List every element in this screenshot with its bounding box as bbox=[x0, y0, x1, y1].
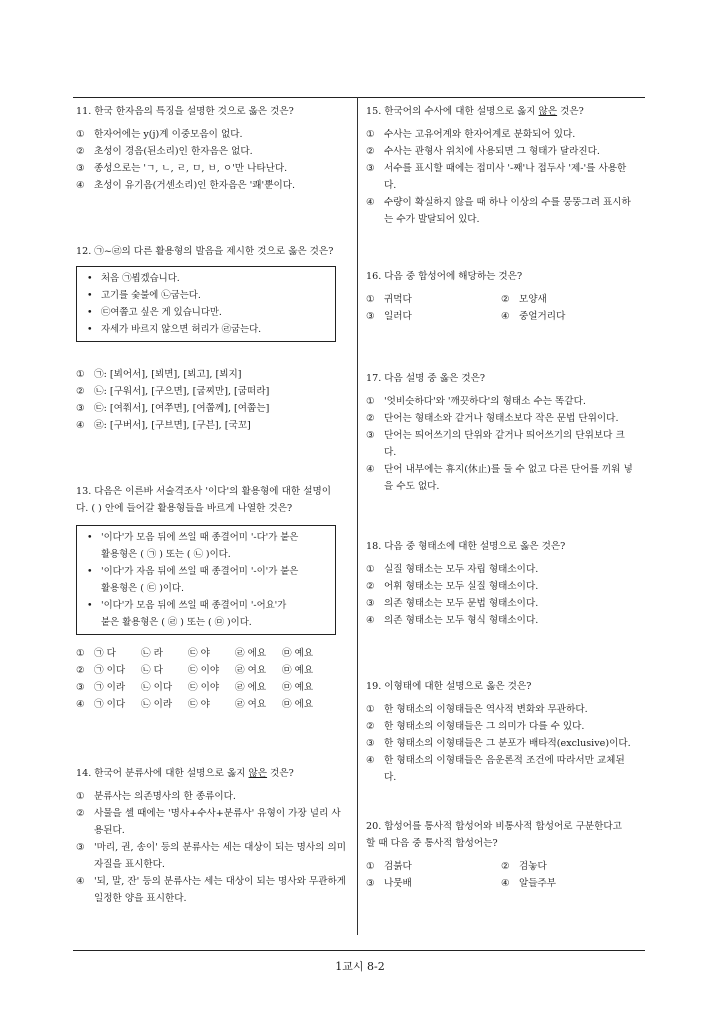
option-2[interactable]: ② 수사는 관형사 위치에 사용되면 그 형태가 달라진다. bbox=[366, 146, 600, 157]
option-4[interactable]: ④ 알들주부 bbox=[501, 878, 557, 889]
option-2[interactable]: ② ㉠ 이다 ㉡ 다 ㉢ 이야 ㉣ 여요 ㉤ 예요 bbox=[76, 665, 314, 676]
top-rule bbox=[73, 97, 645, 98]
option-2[interactable]: ② 검놓다 bbox=[501, 861, 547, 872]
example-box: • 처음 ㉠뵙겠습니다. • 고기를 숯불에 ㉡굽는다. • ㉢여쭙고 싶은 게 있습니다만. • 자세가 바르지 않으면 허리가 ㉣굽는다. bbox=[76, 266, 336, 342]
column-divider bbox=[357, 97, 358, 935]
option-1[interactable]: ① 한자어에는 y(j)계 이중모음이 없다. bbox=[76, 129, 243, 140]
option-3[interactable]: ③ 의존 형태소는 모두 문법 형태소이다. bbox=[366, 598, 539, 609]
option-3[interactable]: ③ 서수를 표시할 때에는 접미사 '-째'나 접두사 '제-'를 사용한다. bbox=[366, 163, 627, 191]
question-19: 19. 이형태에 대한 설명으로 옳은 것은? ① 한 형태소의 이형태들은 역사적 변화와 무관하다. ② 한 형태소의 이형태들은 그 의미가 다를 수 있다. ③ 한 형태소의 이형태들은 그 분포가 배타적(exclusive)이다. ④ 한 형태소의 이형태들은 음운론적 조건에 따라서만 교체된다. bbox=[366, 678, 636, 818]
question-11 bbox=[76, 103, 346, 243]
bottom-rule bbox=[73, 950, 645, 951]
option-1[interactable]: ① 검붉다 bbox=[366, 861, 412, 872]
option-1[interactable]: ① ㉠ 다 ㉡ 라 ㉢ 야 ㉣ 에요 ㉤ 예요 bbox=[76, 648, 314, 659]
option-1[interactable]: ① 실질 형태소는 모두 자립 형태소이다. bbox=[366, 564, 539, 575]
page-footer: 1교시 8-2 bbox=[335, 960, 385, 973]
question-17: 17. 다음 설명 중 옳은 것은? ① '엇비슷하다'와 '깨끗하다'의 형태소 수는 똑같다. ② 단어는 형태소와 같거나 형태소보다 작은 문법 단위이다. ③ 단어는 띄어쓰기의 단위와 같거나 띄어쓰기의 단위보다 크다. ④ 단어 내부에는 휴지(休止)를 둘 수 없고 다른 단어를 끼워 넣을 수도 없다. bbox=[366, 370, 636, 538]
option-3[interactable]: ③ 한 형태소의 이형태들은 그 분포가 배타적(exclusive)이다. bbox=[366, 738, 631, 749]
option-2[interactable]: ② 한 형태소의 이형태들은 그 의미가 다를 수 있다. bbox=[366, 721, 585, 732]
option-3[interactable]: ③ 종성으로는 'ㄱ, ㄴ, ㄹ, ㅁ, ㅂ, ㅇ'만 나타난다. bbox=[76, 163, 288, 174]
option-4[interactable]: ④ 단어 내부에는 휴지(休止)를 둘 수 없고 다른 단어를 끼워 넣을 수도 없다. bbox=[366, 464, 633, 492]
question-stem: ㉠~㉣의 다른 활용형의 발음을 제시한 것으로 옳은 것은? bbox=[94, 246, 334, 257]
question-number: 11. bbox=[76, 106, 92, 117]
question-12: 12. ㉠~㉣의 다른 활용형의 발음을 제시한 것으로 옳은 것은? • 처음 ㉠뵙겠습니다. • 고기를 숯불에 ㉡굽는다. • ㉢여쭙고 싶은 게 있습니다만. • 자세가 바르지 않으면 허리가 ㉣굽는다. ① ㉠: [뵈어서], [뵈면], [뵈고], [뵈지] ② ㉡: [구워서], [구으면], [굽찌만], [굽떠라] ③ ㉢: [여쭤서], [여쭈면], [여쭙께], [여쭙는] ④ ㉣: [구버서], [구브면], [구븐], [국꼬] bbox=[76, 243, 346, 483]
option-1[interactable]: ① ㉠: [뵈어서], [뵈면], [뵈고], [뵈지] bbox=[76, 369, 242, 380]
answer-grid bbox=[76, 645, 346, 713]
question-stem: 한국 한자음의 특징을 설명한 것으로 옳은 것은? bbox=[94, 106, 294, 117]
option-4[interactable]: ④ 중얼거리다 bbox=[501, 311, 566, 322]
question-16: 16. 다음 중 합성어에 해당하는 것은? ① 귀먹다 ② 모양새 ③ 일러다 ④ 중얼거리다 bbox=[366, 268, 636, 370]
option-4[interactable]: ④ 한 형태소의 이형태들은 음운론적 조건에 따라서만 교체된다. bbox=[366, 755, 625, 783]
option-3[interactable]: ③ '마리, 권, 송이' 등의 분류사는 세는 대상이 되는 명사의 의미 자질을 표시한다. bbox=[76, 842, 346, 870]
left-column bbox=[76, 103, 346, 907]
option-3[interactable]: ③ ㉠ 이라 ㉡ 이다 ㉢ 이야 ㉣ 에요 ㉤ 예요 bbox=[76, 682, 314, 693]
option-1[interactable]: ① '엇비슷하다'와 '깨끗하다'의 형태소 수는 똑같다. bbox=[366, 396, 586, 407]
option-3[interactable]: ③ 단어는 띄어쓰기의 단위와 같거나 띄어쓰기의 단위보다 크다. bbox=[366, 430, 625, 458]
option-4[interactable]: ④ ㉠ 이다 ㉡ 이라 ㉢ 야 ㉣ 여요 ㉤ 에요 bbox=[76, 699, 314, 710]
option-4[interactable]: ④ ㉣: [구버서], [구브면], [구븐], [국꼬] bbox=[76, 420, 251, 431]
option-4[interactable]: ④ 수량이 확실하지 않을 때 하나 이상의 수를 뭉뚱그려 표시하는 수가 발달되어 있다. bbox=[366, 197, 631, 225]
option-2[interactable]: ② 모양새 bbox=[501, 294, 547, 305]
example-box: • '이다'가 모음 뒤에 쓰일 때 종결어미 '-다'가 붙은 활용형은 ( ㉠ ) 또는 ( ㉡ )이다. • '이다'가 자음 뒤에 쓰일 때 종결어미 '-이'가 붙은 활용형은 ( ㉢ )이다. • '이다'가 모음 뒤에 쓰일 때 종결어미 '-어요'가 붙은 활용형은 ( ㉣ ) 또는 ( ㉤ )이다. bbox=[76, 525, 336, 635]
option-2[interactable]: ② ㉡: [구워서], [구으면], [굽찌만], [굽떠라] bbox=[76, 386, 270, 397]
question-18: 18. 다음 중 형태소에 대한 설명으로 옳은 것은? ① 실질 형태소는 모두 자립 형태소이다. ② 어휘 형태소는 모두 실질 형태소이다. ③ 의존 형태소는 모두 문법 형태소이다. ④ 의존 형태소는 모두 형식 형태소이다. bbox=[366, 538, 636, 678]
option-4[interactable]: ④ 초성이 유기음(거센소리)인 한자음은 '쾌'뿐이다. bbox=[76, 180, 296, 191]
option-1[interactable]: ① 분류사는 의존명사의 한 종류이다. bbox=[76, 791, 236, 802]
right-column bbox=[366, 103, 636, 892]
question-13: 13. 다음은 이른바 서술격조사 '이다'의 활용형에 대한 설명이 다. ( ) 안에 들어갈 활용형들을 바르게 나열한 것은? • '이다'가 모음 뒤에 쓰일 때 종결어미 '-다'가 붙은 활용형은 ( ㉠ ) 또는 ( ㉡ )이다. • '이다'가 자음 뒤에 쓰일 때 종결어미 '-이'가 붙은 활용형은 ( ㉢ )이다. • '이다'가 모음 뒤에 쓰일 때 종결어미 '-어요'가 붙은 활용형은 ( ㉣ ) 또는 ( ㉤ )이다. ① ㉠ 다 ㉡ 라 ㉢ 야 ㉣ 에요 ㉤ 예요 ② ㉠ 이다 ㉡ 다 ㉢ 이야 ㉣ 여요 ㉤ 예요 ③ ㉠ 이라 ㉡ 이다 ㉢ 이야 ㉣ 에요 ㉤ 예요 ④ ㉠ 이다 ㉡ 이라 ㉢ 야 ㉣ 여요 ㉤ 에요 bbox=[76, 483, 346, 765]
option-2[interactable]: ② 사물을 셀 때에는 '명사+수사+분류사' 유형이 가장 널리 사용된다. bbox=[76, 808, 341, 836]
option-3[interactable]: ③ ㉢: [여쭤서], [여쭈면], [여쭙께], [여쭙는] bbox=[76, 403, 270, 414]
option-3[interactable]: ③ 일러다 bbox=[366, 311, 412, 322]
option-1[interactable]: ① 귀먹다 bbox=[366, 294, 412, 305]
option-2[interactable]: ② 어휘 형태소는 모두 실질 형태소이다. bbox=[366, 581, 539, 592]
question-20: 20. 합성어를 통사적 합성어와 비통사적 합성어로 구분한다고 할 때 다음 중 통사적 합성어는? ① 검붉다 ② 검놓다 ③ 나뭇배 ④ 알들주부 bbox=[366, 818, 636, 892]
option-2[interactable]: ② 초성이 경음(된소리)인 한자음은 없다. bbox=[76, 146, 253, 157]
option-1[interactable]: ① 한 형태소의 이형태들은 역사적 변화와 무관하다. bbox=[366, 704, 588, 715]
option-4[interactable]: ④ '되, 말, 잔' 등의 분류사는 세는 대상이 되는 명사와 무관하게 일정한 양을 표시한다. bbox=[76, 876, 346, 904]
option-2[interactable]: ② 단어는 형태소와 같거나 형태소보다 작은 문법 단위이다. bbox=[366, 413, 619, 424]
option-1[interactable]: ① 수사는 고유어계와 한자어계로 분화되어 있다. bbox=[366, 129, 576, 140]
option-4[interactable]: ④ 의존 형태소는 모두 형식 형태소이다. bbox=[366, 615, 539, 626]
question-15: 15. 한국어의 수사에 대한 설명으로 옳지 않은 것은? ① 수사는 고유어계와 한자어계로 분화되어 있다. ② 수사는 관형사 위치에 사용되면 그 형태가 달라진다. ③ 서수를 표시할 때에는 접미사 '-째'나 접두사 '제-'를 사용한다. ④ 수량이 확실하지 않을 때 하나 이상의 수를 뭉뚱그려 표시하는 수가 발달되어 있다. bbox=[366, 103, 636, 268]
option-3[interactable]: ③ 나뭇배 bbox=[366, 878, 412, 889]
question-14: 14. 한국어 분류사에 대한 설명으로 옳지 않은 것은? ① 분류사는 의존명사의 한 종류이다. ② 사물을 셀 때에는 '명사+수사+분류사' 유형이 가장 널리 사용된다. ③ '마리, 권, 송이' 등의 분류사는 세는 대상이 되는 명사의 의미 자질을 표시한다. ④ '되, 말, 잔' 등의 분류사는 세는 대상이 되는 명사와 무관하게 일정한 양을 표시한다. bbox=[76, 765, 346, 907]
